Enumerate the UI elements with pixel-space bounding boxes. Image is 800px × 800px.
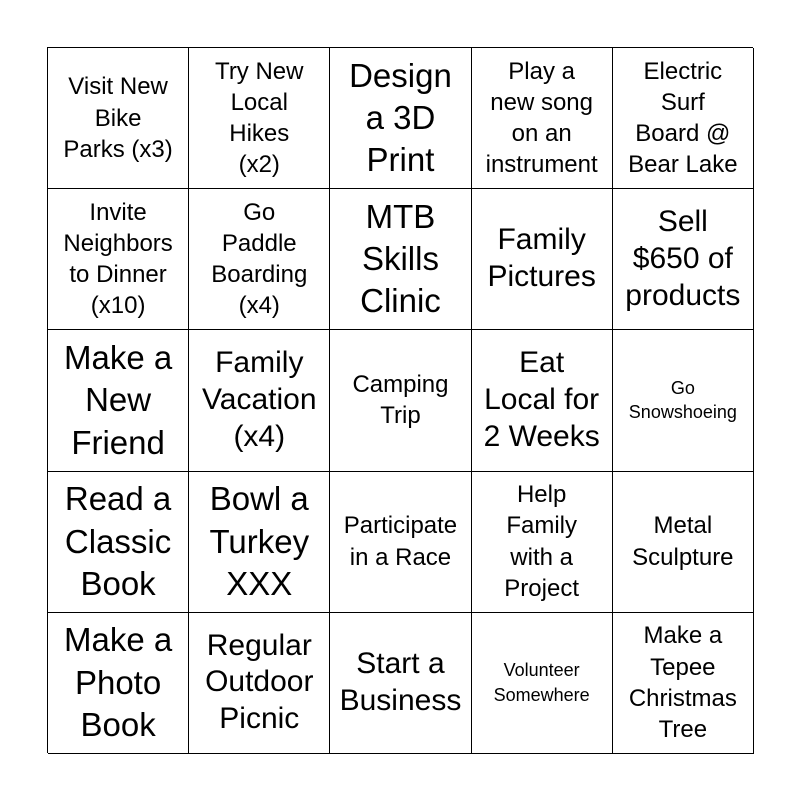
- bingo-cell-r2c1[interactable]: Invite Neighbors to Dinner (x10): [48, 189, 189, 330]
- bingo-cell-r2c2[interactable]: Go Paddle Boarding (x4): [189, 189, 330, 330]
- bingo-cell-r3c4[interactable]: Eat Local for 2 Weeks: [472, 330, 613, 471]
- bingo-cell-r1c2[interactable]: Try New Local Hikes (x2): [189, 48, 330, 189]
- bingo-cell-r5c3[interactable]: Start a Business: [330, 613, 471, 754]
- bingo-cell-r1c1[interactable]: Visit New Bike Parks (x3): [48, 48, 189, 189]
- bingo-cell-r1c3[interactable]: Design a 3D Print: [330, 48, 471, 189]
- bingo-cell-r3c1[interactable]: Make a New Friend: [48, 330, 189, 471]
- bingo-cell-r2c3[interactable]: MTB Skills Clinic: [330, 189, 471, 330]
- bingo-cell-r5c1[interactable]: Make a Photo Book: [48, 613, 189, 754]
- bingo-cell-r5c5[interactable]: Make a Tepee Christmas Tree: [613, 613, 754, 754]
- bingo-cell-r2c4[interactable]: Family Pictures: [472, 189, 613, 330]
- bingo-cell-r2c5[interactable]: Sell $650 of products: [613, 189, 754, 330]
- bingo-cell-r5c4[interactable]: Volunteer Somewhere: [472, 613, 613, 754]
- bingo-cell-r1c4[interactable]: Play a new song on an instrument: [472, 48, 613, 189]
- bingo-board: [47, 47, 753, 753]
- bingo-cell-r4c4[interactable]: Help Family with a Project: [472, 472, 613, 613]
- bingo-cell-r4c2[interactable]: Bowl a Turkey XXX: [189, 472, 330, 613]
- bingo-cell-r1c5[interactable]: Electric Surf Board @ Bear Lake: [613, 48, 754, 189]
- bingo-cell-r4c1[interactable]: Read a Classic Book: [48, 472, 189, 613]
- bingo-cell-r3c5[interactable]: Go Snowshoeing: [613, 330, 754, 471]
- bingo-cell-r3c3[interactable]: Camping Trip: [330, 330, 471, 471]
- bingo-cell-r4c5[interactable]: Metal Sculpture: [613, 472, 754, 613]
- bingo-cell-r4c3[interactable]: Participate in a Race: [330, 472, 471, 613]
- bingo-cell-r3c2[interactable]: Family Vacation (x4): [189, 330, 330, 471]
- bingo-cell-r5c2[interactable]: Regular Outdoor Picnic: [189, 613, 330, 754]
